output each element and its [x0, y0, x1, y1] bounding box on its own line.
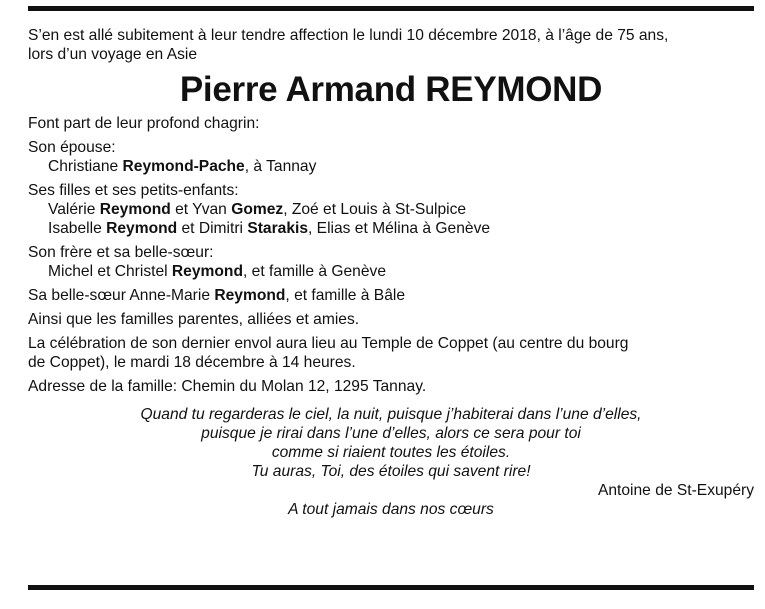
sister-in-law-entry: [28, 286, 754, 305]
child-2-first: Isabelle: [48, 220, 107, 237]
intro-line-1: S’en est allé subitement à leur tendre affection le lundi 10 décembre 2018, à l’âge de 75 ans,: [28, 27, 669, 44]
bottom-rule: [28, 585, 754, 590]
quote-line-3: comme si riaient toutes les étoiles.: [271, 444, 511, 461]
obituary-notice: [28, 26, 754, 519]
quote-block: [28, 405, 754, 481]
sister-in-law-rest: , et famille à Bâle: [285, 287, 406, 304]
spouse-rest: , à Tannay: [244, 158, 317, 175]
child-1-surname: Reymond: [99, 201, 171, 218]
spouse-surname: Reymond-Pache: [122, 158, 245, 175]
child-1-rest: , Zoé et Louis à St-Sulpice: [283, 201, 467, 218]
child-2-partner-surname: Starakis: [247, 220, 309, 237]
sibling-first: Michel et Christel: [48, 263, 172, 280]
spouse-entry: [28, 157, 754, 176]
quote-line-2: puisque je rirai dans l’une d’elles, alors ce sera pour toi: [201, 425, 581, 442]
announce-line: Font part de leur profond chagrin:: [28, 115, 260, 132]
top-rule: [28, 6, 754, 11]
child-1-first: Valérie: [48, 201, 100, 218]
child-1-partner-surname: Gomez: [231, 201, 284, 218]
child-2-surname: Reymond: [106, 220, 178, 237]
sibling-surname: Reymond: [171, 263, 243, 280]
sibling-heading: Son frère et sa belle-sœur:: [28, 244, 214, 261]
sibling-rest: , et famille à Genève: [242, 263, 387, 280]
sibling-entry: [28, 262, 754, 281]
children-heading: Ses filles et ses petits-enfants:: [28, 182, 239, 199]
sister-in-law-surname: Reymond: [214, 287, 286, 304]
spouse-block: [28, 138, 754, 176]
sister-in-law-first: Sa belle-sœur Anne-Marie: [28, 287, 215, 304]
sibling-block: [28, 243, 754, 281]
spouse-first: Christiane: [48, 158, 123, 175]
ceremony-line-2: de Coppet), le mardi 18 décembre à 14 heures.: [28, 354, 356, 371]
quote-line-4: Tu auras, Toi, des étoiles qui savent rire!: [251, 463, 531, 480]
quote-author: Antoine de St-Exupéry: [597, 482, 754, 499]
children-row-1: [28, 200, 754, 219]
closing-line: A tout jamais dans nos cœurs: [288, 501, 494, 518]
ceremony-block: [28, 334, 754, 372]
deceased-name: Pierre Armand REYMOND: [179, 70, 603, 109]
ceremony-line-1: La célébration de son dernier envol aura lieu au Temple de Coppet (au centre du bourg: [28, 335, 629, 352]
spouse-heading: Son épouse:: [28, 139, 116, 156]
families-line: Ainsi que les familles parentes, alliées et amies.: [28, 311, 360, 328]
child-2-rest: , Elias et Mélina à Genève: [308, 220, 491, 237]
address-line: Adresse de la famille: Chemin du Molan 12, 1295 Tannay.: [28, 378, 427, 395]
child-1-mid: et Yvan: [170, 201, 232, 218]
intro-line-2: lors d’un voyage en Asie: [28, 46, 198, 63]
child-2-mid: et Dimitri: [177, 220, 248, 237]
children-row-2: [28, 219, 754, 238]
children-block: [28, 181, 754, 238]
quote-line-1: Quand tu regarderas le ciel, la nuit, puisque j’habiterai dans l’une d’elles,: [140, 406, 642, 423]
